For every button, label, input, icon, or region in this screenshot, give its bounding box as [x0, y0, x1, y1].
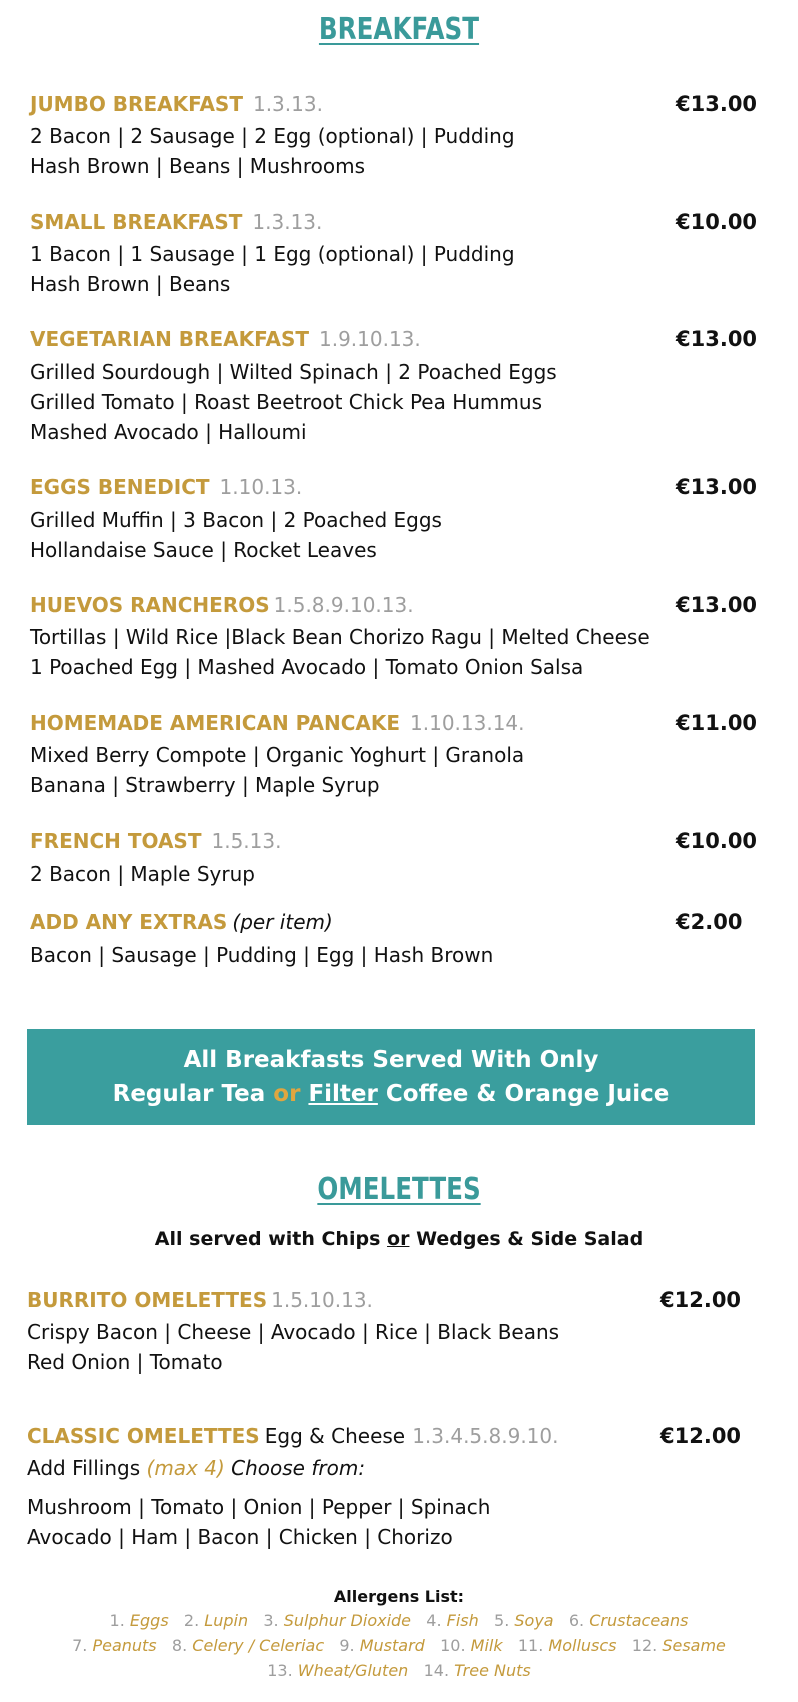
allergen-num: 10.	[440, 1636, 466, 1655]
item-name: FRENCH TOAST	[30, 829, 202, 853]
allergens-title: Allergens List:	[333, 1587, 465, 1606]
extras-header	[30, 910, 333, 934]
menu-item-header	[30, 210, 322, 234]
menu-item-header	[30, 92, 323, 116]
banner-line-1: All Breakfasts Served With Only	[183, 1047, 599, 1073]
allergen-name: Soya	[514, 1611, 554, 1630]
allergen-name: Celery / Celeriac	[192, 1636, 325, 1655]
item-allergens: 1.10.13.14.	[410, 711, 525, 735]
item-price: €12.00	[660, 1424, 742, 1448]
allergen-name: Sulphur Dioxide	[283, 1611, 412, 1630]
item-description-line: Hash Brown | Beans | Mushrooms	[30, 154, 365, 178]
item-description-line: Mashed Avocado | Halloumi	[30, 420, 307, 444]
subtitle-or: or	[387, 1228, 410, 1250]
item-description-line: Grilled Tomato | Roast Beetroot Chick Pea Hummus	[30, 390, 542, 414]
breakfast-title: BREAKFAST	[318, 12, 480, 47]
menu-item-header	[30, 711, 525, 735]
item-extra: Egg & Cheese	[264, 1424, 406, 1448]
item-price: €13.00	[676, 593, 758, 617]
allergen-num: 14.	[423, 1661, 450, 1680]
item-name: BURRITO OMELETTES	[27, 1288, 268, 1312]
allergen-name: Peanuts	[92, 1636, 157, 1655]
allergen-num: 1.	[109, 1611, 125, 1630]
item-price: €13.00	[676, 92, 758, 116]
item-description-line: Banana | Strawberry | Maple Syrup	[30, 773, 380, 797]
fillings-line	[27, 1453, 365, 1483]
item-description-line: Grilled Sourdough | Wilted Spinach | 2 Poached Eggs	[30, 360, 557, 384]
fillings-add: Add Fillings	[27, 1456, 141, 1480]
subtitle-wedges: Wedges & Side Salad	[416, 1228, 644, 1250]
menu-item-header	[30, 829, 281, 853]
allergens-row-2	[0, 1636, 798, 1655]
allergen-num: 7.	[72, 1636, 88, 1655]
allergen-num: 12.	[631, 1636, 658, 1655]
item-description-line: 1 Bacon | 1 Sausage | 1 Egg (optional) | Pudding	[30, 242, 515, 266]
item-description-line: Hash Brown | Beans	[30, 272, 231, 296]
allergen-num: 6.	[568, 1611, 585, 1630]
item-name: EGGS BENEDICT	[30, 475, 210, 499]
item-description-line: Avocado | Ham | Bacon | Chicken | Chorizo	[27, 1525, 453, 1549]
item-price: €10.00	[676, 829, 758, 853]
item-allergens: 1.3.4.5.8.9.10.	[412, 1424, 559, 1448]
item-name: CLASSIC OMELETTES	[27, 1424, 260, 1448]
banner-line-2	[27, 1077, 755, 1111]
banner-or: or	[273, 1081, 301, 1107]
item-description-line: Mushroom | Tomato | Onion | Pepper | Spinach	[27, 1495, 491, 1519]
item-price: €13.00	[676, 475, 758, 499]
subtitle-chips: All served with Chips	[154, 1228, 381, 1250]
allergens-row-3	[0, 1661, 798, 1680]
menu-item-header	[27, 1288, 373, 1312]
fillings-max: (max 4)	[146, 1456, 225, 1480]
omelettes-subtitle	[0, 1228, 798, 1250]
item-description-line: 2 Bacon | 2 Sausage | 2 Egg (optional) | Pudding	[30, 124, 515, 148]
allergen-name: Molluscs	[548, 1636, 617, 1655]
item-description-line: Red Onion | Tomato	[27, 1350, 223, 1374]
item-allergens: 1.3.13.	[252, 92, 323, 116]
item-name: HOMEMADE AMERICAN PANCAKE	[30, 711, 401, 735]
allergen-name: Tree Nuts	[454, 1661, 531, 1680]
allergen-num: 8.	[171, 1636, 188, 1655]
allergen-num: 3.	[263, 1611, 279, 1630]
allergen-name: Wheat/Gluten	[297, 1661, 409, 1680]
item-description-line: 2 Bacon | Maple Syrup	[30, 862, 255, 886]
allergen-name: Lupin	[204, 1611, 249, 1630]
item-name: HUEVOS RANCHEROS	[30, 593, 270, 617]
omelettes-title: OMELETTES	[317, 1172, 481, 1207]
allergen-num: 5.	[494, 1611, 510, 1630]
item-description-line: Tortillas | Wild Rice |Black Bean Chorizo Ragu | Melted Cheese	[30, 625, 650, 649]
allergen-num: 4.	[426, 1611, 442, 1630]
item-description-line: Mixed Berry Compote | Organic Yoghurt | Granola	[30, 743, 525, 767]
extras-note: (per item)	[232, 910, 333, 934]
item-description-line: Grilled Muffin | 3 Bacon | 2 Poached Eggs	[30, 508, 442, 532]
allergen-name: Crustaceans	[589, 1611, 689, 1630]
item-allergens: 1.5.13.	[211, 829, 282, 853]
breakfast-drinks-banner	[27, 1029, 755, 1125]
allergen-num: 9.	[339, 1636, 355, 1655]
menu-item-header	[30, 475, 302, 499]
item-description-line: Crispy Bacon | Cheese | Avocado | Rice | Black Beans	[27, 1320, 560, 1344]
allergen-name: Fish	[446, 1611, 479, 1630]
item-price: €11.00	[676, 711, 758, 735]
allergen-name: Mustard	[359, 1636, 425, 1655]
allergen-name: Sesame	[662, 1636, 726, 1655]
item-allergens: 1.5.8.9.10.13.	[273, 593, 414, 617]
item-description-line: Hollandaise Sauce | Rocket Leaves	[30, 538, 377, 562]
fillings-choose: Choose from:	[231, 1456, 366, 1480]
item-allergens: 1.9.10.13.	[318, 327, 421, 351]
menu-item-header	[27, 1424, 559, 1448]
item-price: €10.00	[676, 210, 758, 234]
item-name: VEGETARIAN BREAKFAST	[30, 327, 309, 351]
extras-price: €2.00	[676, 910, 743, 934]
allergens-row-1	[0, 1611, 798, 1630]
item-price: €13.00	[676, 327, 758, 351]
allergen-name: Eggs	[129, 1611, 169, 1630]
allergen-name: Milk	[470, 1636, 503, 1655]
menu-item-header	[30, 593, 414, 617]
item-name: JUMBO BREAKFAST	[30, 92, 243, 116]
item-name: SMALL BREAKFAST	[30, 210, 243, 234]
item-allergens: 1.5.10.13.	[271, 1288, 373, 1312]
item-price: €12.00	[660, 1288, 742, 1312]
item-description-line: 1 Poached Egg | Mashed Avocado | Tomato Onion Salsa	[30, 655, 584, 679]
extras-name: ADD ANY EXTRAS	[30, 910, 228, 934]
allergen-num: 2.	[183, 1611, 200, 1630]
banner-coffee-juice: Coffee & Orange Juice	[385, 1081, 670, 1107]
menu-item-header	[30, 327, 421, 351]
extras-line: Bacon | Sausage | Pudding | Egg | Hash Brown	[30, 943, 494, 967]
banner-tea: Regular Tea	[112, 1081, 266, 1107]
banner-filter: Filter	[308, 1081, 378, 1107]
allergen-num: 13.	[267, 1661, 293, 1680]
item-allergens: 1.10.13.	[219, 475, 303, 499]
item-allergens: 1.3.13.	[252, 210, 323, 234]
allergen-num: 11.	[517, 1636, 544, 1655]
